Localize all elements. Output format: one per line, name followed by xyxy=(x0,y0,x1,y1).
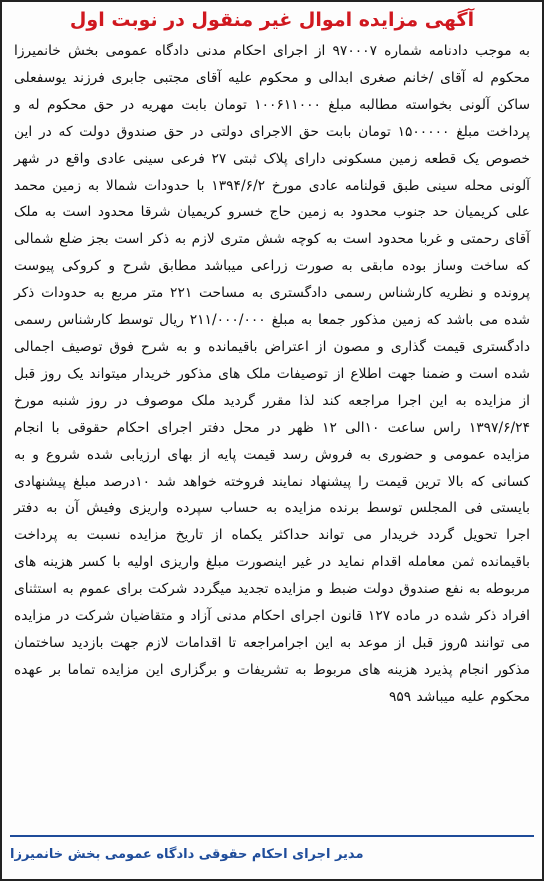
signature-text: مدیر اجرای احکام حقوقی دادگاه عمومی بخش خانمیرزا xyxy=(10,846,364,862)
signature-block xyxy=(10,835,534,871)
notice-title: آگهی مزایده اموال غیر منقول در نوبت اول xyxy=(69,9,475,31)
notice-body-text: به موجب دادنامه شماره ۹۷۰۰۰۷ از اجرای احکام مدنی دادگاه عمومی بخش خانمیرزا محکوم له آقای /خانم صغری ابدالی و محکوم علیه آقای مجتبی جابری فرزند یوسفعلی ساکن آلونی بخواسته مطالبه مبلغ ۱۰۰۶۱۱۰۰۰ تومان بابت مهریه در حق محکوم له و پرداخت مبلغ ۱۵۰۰۰۰۰ تومان بابت حق الاجرای دولتی در حق صندوق دولت که در این خصوص یک قطعه زمین مسکونی دارای پلاک ثبتی ۲۷ فرعی سینی عادی واقع در شهر آلونی محله سینی طبق قولنامه عادی مورخ ۱۳۹۴/۶/۲ با حدودات شمالا به زمین محمد علی کریمیان حد جنوب محدود به زمین حاج خسرو کریمیان شرقا محدود است به ملک آقای رحمتی و غربا محدود است به کوچه شش متری لازم به ذکر است بجز ضلع شمالی که ساخت وساز بوده مابقی به صورت زراعی میباشد مطابق شرح و کروکی پیوست پرونده و نظریه کارشناس رسمی دادگستری به مساحت ۲۲۱ متر مربع به حدودات ذکر شده می باشد که زمین مذکور جمعا به مبلغ ۲۱۱/۰۰۰/۰۰۰ ریال توسط کارشناس رسمی دادگستری قیمت گذاری و مصون از اعتراض باقیمانده و به شرح فوق توصیف اجمالی شده است و ضمنا جهت اطلاع از توصیفات ملک های مذکور خریدار میتواند یک روز قبل از مزایده به این اجرا مراجعه کند لذا مقرر گردید ملک موصوف در روز شنبه مورخ ۱۳۹۷/۶/۲۴ راس ساعت ۱۰الی ۱۲ ظهر در محل دفتر اجرای احکام حقوقی با انجام مزایده عمومی و حضوری به فروش رسد قیمت پایه از بهای ارزیابی شده شروع و به کسانی که بالا ترین قیمت را پیشنهاد نمایند فروخته خواهد شد ۱۰درصد مبلغ پیشنهادی بایستی فی المجلس توسط برنده مزایده به حساب سپرده واریزی وفیش آن به دفتر اجرا تحویل گردد خریدار می تواند حداکثر یکماه از تاریخ مزایده نسبت به پرداخت باقیمانده ثمن معامله اقدام نماید در غیر اینصورت مبلغ واریزی اولیه با کسر هزینه های مربوطه به نفع صندوق دولت ضبط و مزایده تجدید میگردد شرکت برای عموم به استثنای افراد ذکر شده در ماده ۱۲۷ قانون اجرای احکام مدنی آزاد و متقاضیان شرکت در مزایده می توانند ۵روز قبل از موعد به این اجرامراجعه تا اقدامات لازم جهت بازدید ساختمان مذکور انجام پذیرد هزینه های مربوط به تشریفات و برگزاری این مزایده تماما بر عهده محکوم علیه میباشد ۹۵۹ xyxy=(14,43,531,705)
